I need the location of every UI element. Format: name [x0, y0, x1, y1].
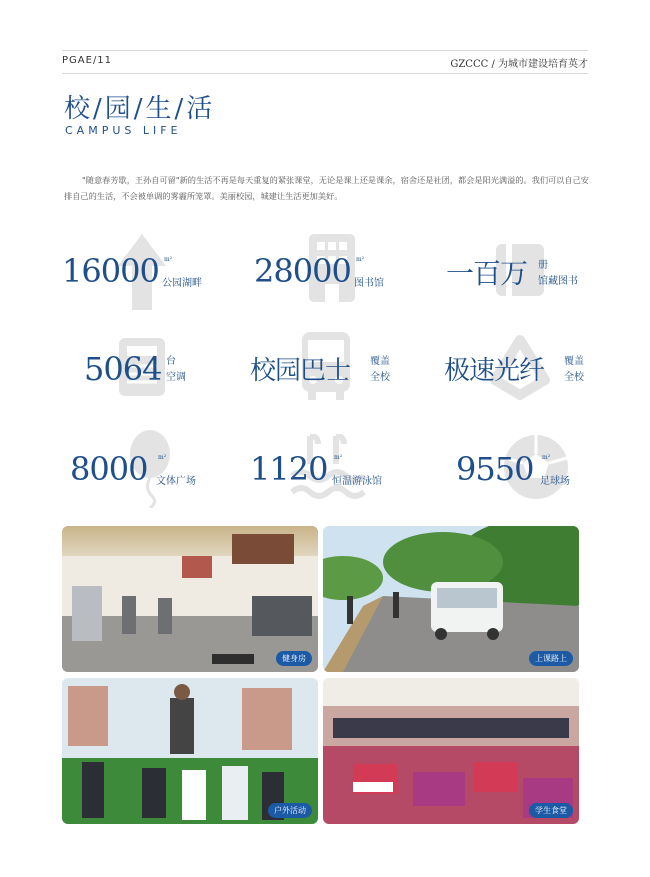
- page-title: 校/园/生/活: [64, 94, 216, 124]
- photo-canteen: [323, 678, 579, 824]
- stat-unit: 台: [166, 356, 176, 367]
- stat-value: 5064: [84, 350, 162, 388]
- stat-label: 全校: [564, 372, 584, 383]
- stat-value: 28000: [254, 252, 351, 290]
- page-subtitle: CAMPUS LIFE: [65, 124, 182, 137]
- stat-unit: m²: [356, 256, 365, 263]
- stat-books: [440, 232, 600, 312]
- gym-image: [62, 526, 318, 672]
- photo-gym: [62, 526, 318, 672]
- stat-unit: m²: [164, 256, 173, 263]
- stat-unit: m²: [542, 454, 551, 461]
- stat-air-conditioner: [62, 330, 222, 410]
- photo-outdoor: [62, 678, 318, 824]
- stat-label: 足球场: [540, 476, 570, 487]
- stat-label: 恒温游泳馆: [332, 476, 382, 487]
- stat-unit: 覆盖: [370, 356, 390, 367]
- stat-park: [62, 232, 222, 312]
- stat-unit: m²: [158, 454, 167, 461]
- stat-label: 文体广场: [156, 476, 196, 487]
- stat-library: [252, 232, 412, 312]
- stat-value: 校园巴士: [250, 356, 351, 386]
- stat-value: 16000: [62, 252, 159, 290]
- stat-swimming-pool: [248, 428, 408, 508]
- stat-unit: 册: [538, 260, 548, 271]
- page-header: [62, 50, 588, 74]
- photo-caption: 户外活动: [268, 803, 312, 818]
- stat-value: 一百万: [446, 257, 528, 290]
- intro-paragraph: "随意春芳歇，王孙自可留"新的生活不再是每天重复的紧张课堂，无论是课上还是课余，宿舍还是社团，都会是阳光满溢的。我们可以自己安排自己的生活，不会被单调的雾霾所笼罩。美丽校园，城建让生活更加美好。: [64, 175, 589, 201]
- stat-fiber: [440, 330, 600, 410]
- photo-caption: 学生食堂: [529, 803, 573, 818]
- stat-sports-square: [70, 428, 230, 508]
- stat-value: 8000: [70, 450, 148, 488]
- photo-road: [323, 526, 579, 672]
- stat-label: 空调: [166, 372, 186, 383]
- stat-unit: m²: [334, 454, 343, 461]
- stat-label: 图书馆: [354, 278, 384, 289]
- stat-football-field: [456, 428, 616, 508]
- header-slogan: GZCCC / 为城市建设培育英才: [450, 59, 588, 70]
- page-number: PGAE/11: [62, 55, 113, 66]
- stat-unit: 覆盖: [564, 356, 584, 367]
- stat-value: 极速光纤: [444, 356, 545, 386]
- stat-label: 馆藏图书: [538, 276, 578, 287]
- photo-caption: 上课路上: [529, 651, 573, 666]
- stat-value: 9550: [456, 450, 534, 488]
- stat-campus-bus: [246, 330, 406, 410]
- photo-caption: 健身房: [276, 651, 312, 666]
- stat-label: 公园湖畔: [162, 278, 202, 289]
- stat-label: 全校: [370, 372, 390, 383]
- stat-value: 1120: [250, 450, 328, 488]
